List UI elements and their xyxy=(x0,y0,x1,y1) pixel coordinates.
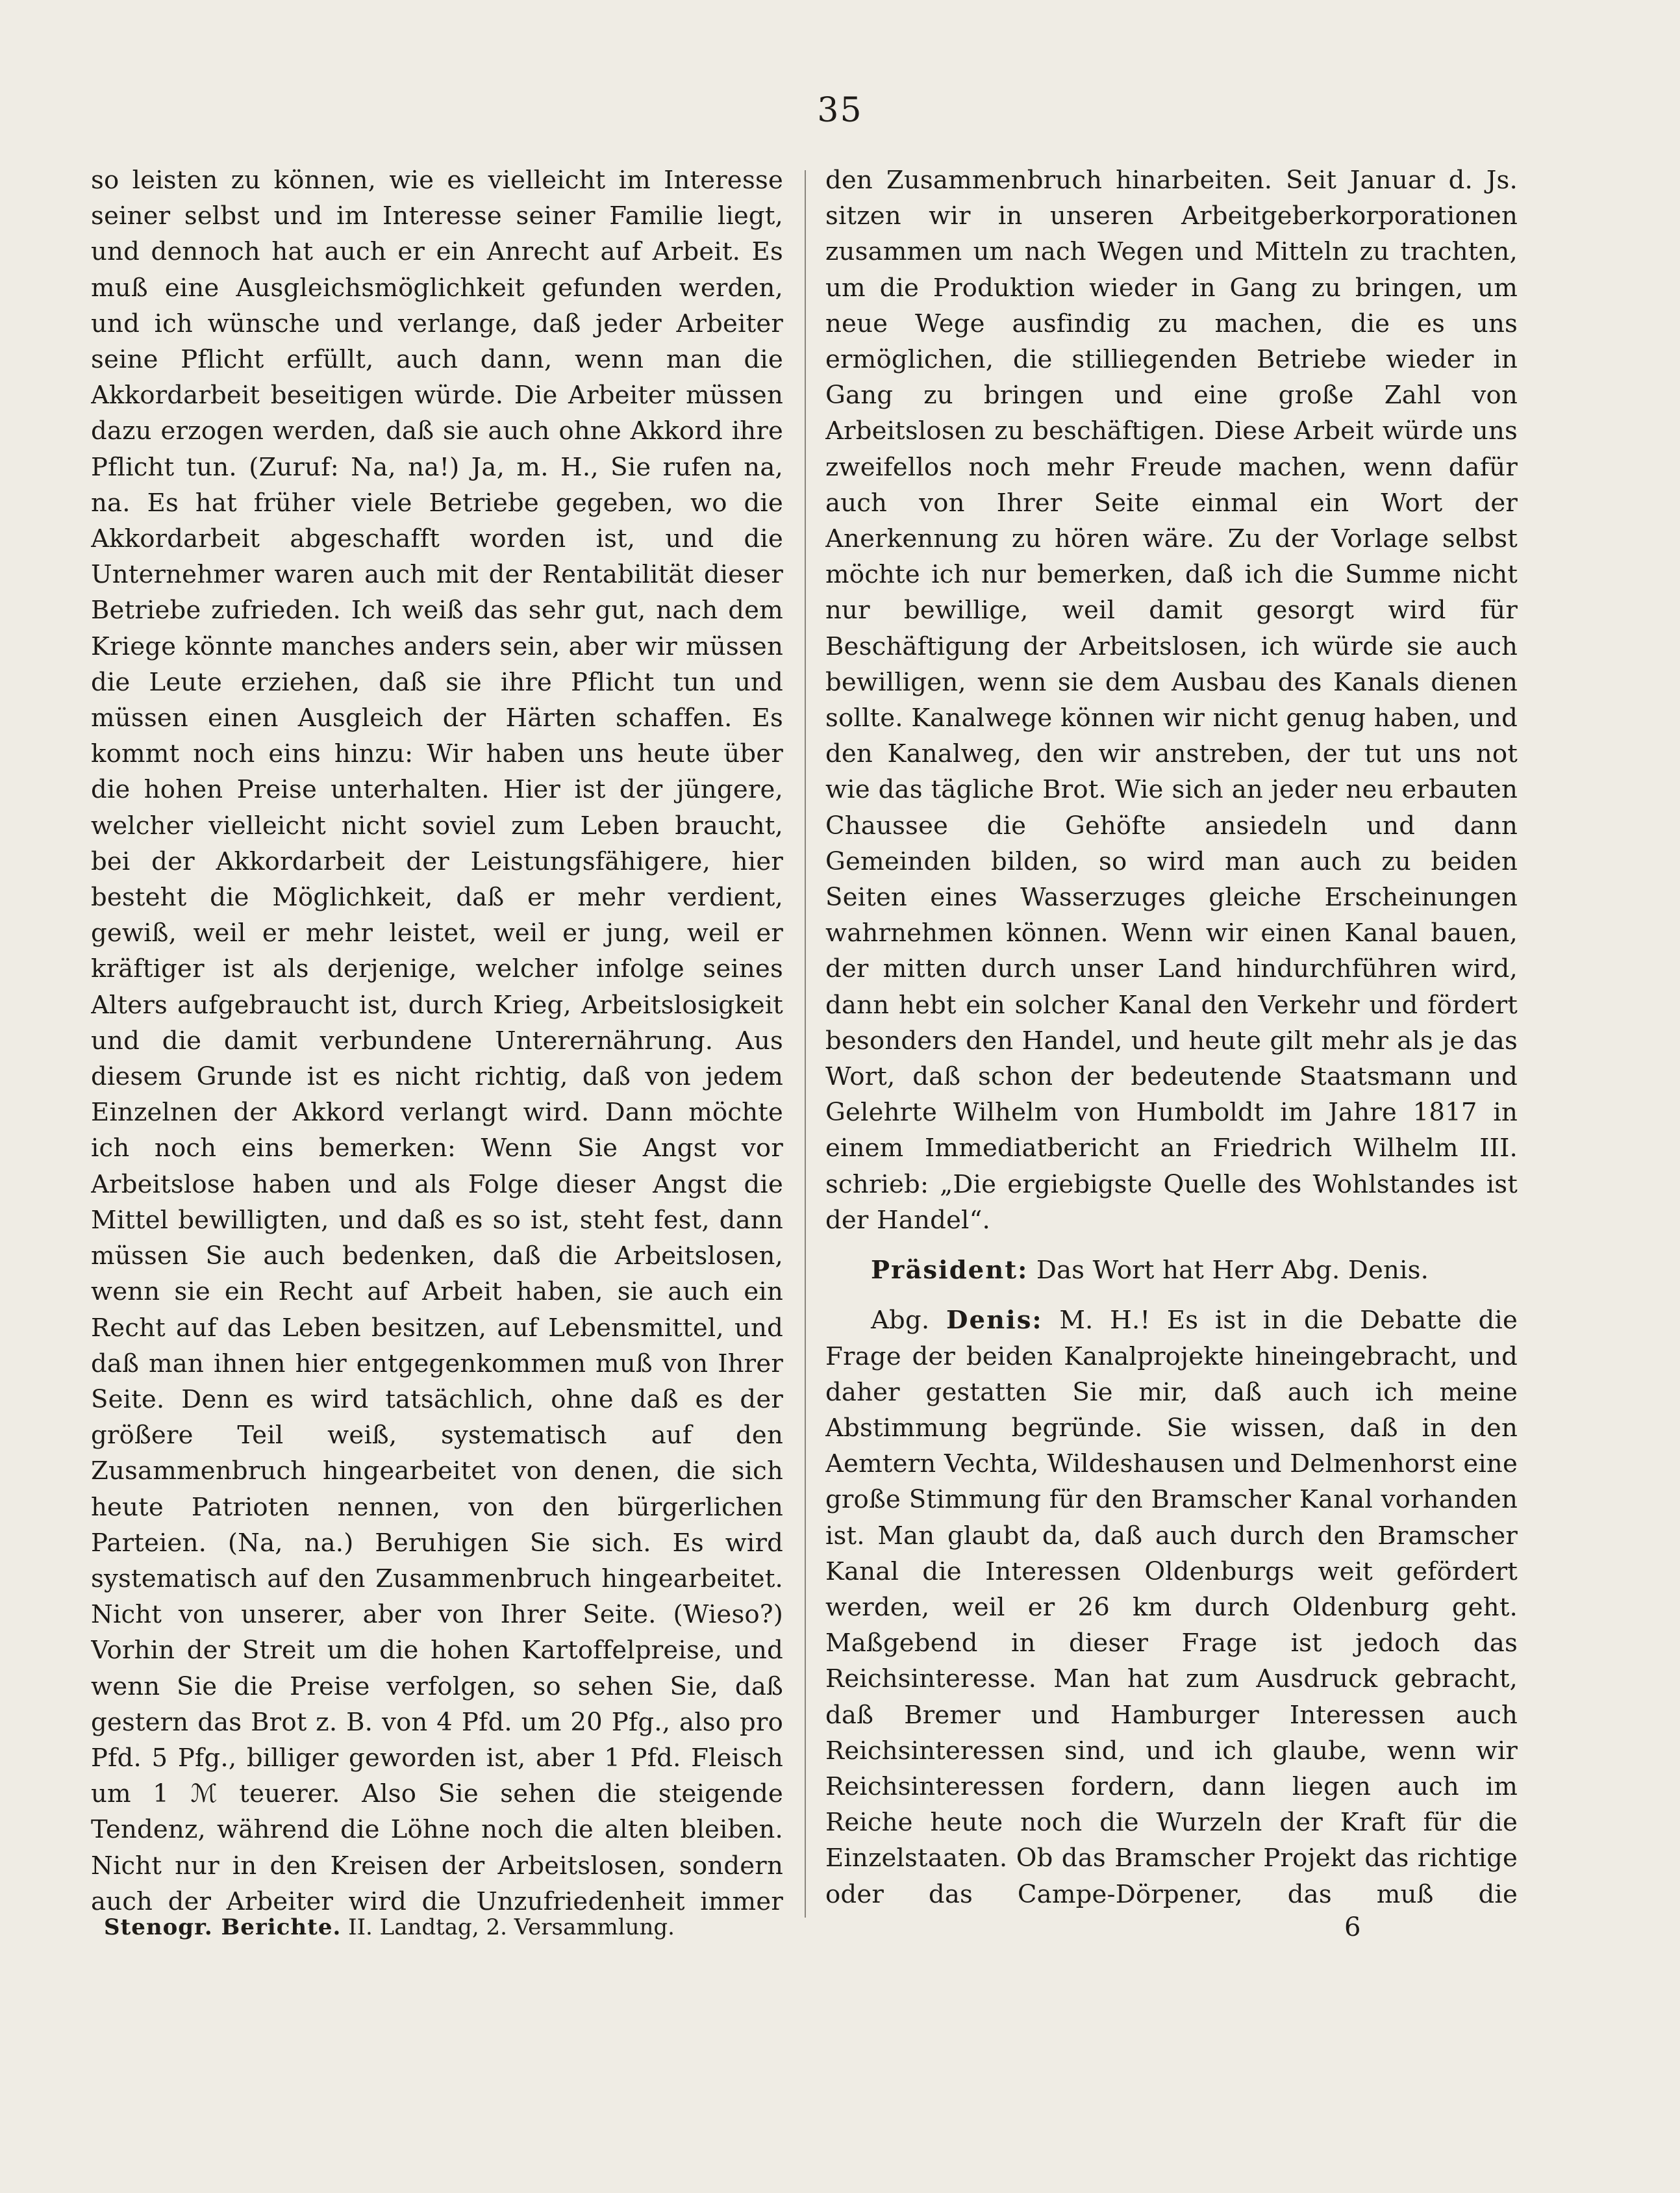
speaker-prefix: Abg. xyxy=(871,1306,930,1336)
speech-text: Das Wort hat Herr Abg. Denis. xyxy=(1036,1256,1429,1286)
left-column xyxy=(91,162,783,1916)
page-number: 35 xyxy=(817,91,863,130)
paragraph: so leisten zu können, wie es vielleicht im Interesse seiner selbst und im Interesse seiner Familie liegt, und dennoch hat auch er ein Anrecht auf Arbeit. Es muß eine Ausgleichsmöglichkeit gefunden werden, und ich wünsche und verlange, daß jeder Arbeiter seine Pflicht erfüllt, auch dann, wenn man die Akkordarbeit beseitigen würde. Die Arbeiter müssen dazu erzogen werden, daß sie auch ohne Akkord ihre Pflicht tun. (Zuruf: Na, na!) Ja, m. H., Sie rufen na, na. Es hat früher viele Betriebe gegeben, wo die Akkordarbeit abgeschafft worden ist, und die Unternehmer waren auch mit der Rentabilität dieser Betriebe zufrieden. Ich weiß das sehr gut, nach dem Kriege könnte manches anders sein, aber wir müssen die Leute erziehen, daß sie ihre Pflicht tun und müssen einen Ausgleich der Härten schaffen. Es kommt noch eins hinzu: Wir haben uns heute über die hohen Preise unterhalten. Hier ist der jüngere, welcher vielleicht nicht soviel zum Leben braucht, bei der Akkordarbeit der Leistungsfähigere, hier besteht die Möglichkeit, daß er mehr verdient, gewiß, weil er mehr leistet, weil er jung, weil er kräftiger ist als derjenige, welcher infolge seines Alters aufgebraucht ist, durch Krieg, Arbeitslosigkeit und die damit verbundene Unterernährung. Aus diesem Grunde ist es nicht richtig, daß von jedem Einzelnen der Akkord verlangt wird. Dann möchte ich noch eins bemerken: Wenn Sie Angst vor Arbeitslose haben und als Folge dieser Angst die Mittel bewilligten, und daß es so ist, steht fest, dann müssen Sie auch bedenken, daß die Arbeitslosen, wenn sie ein Recht auf Arbeit haben, sie auch ein Recht auf das Leben besitzen, auf Lebensmittel, und daß man ihnen hier entgegenkommen muß von Ihrer Seite. Denn es wird tatsächlich, ohne daß es der größere Teil weiß, systematisch auf den Zusammenbruch hingearbeitet von denen, die sich heute Patrioten nennen, von den bürgerlichen Parteien. (Na, na.) Beruhigen Sie sich. Es wird systematisch auf den Zusammenbruch hingearbeitet. Nicht von unserer, aber von Ihrer Seite. (Wieso?) Vorhin der Streit um die hohen Kartoffelpreise, und wenn Sie die Preise verfolgen, so sehen Sie, daß gestern das Brot z. B. von 4 Pfd. um 20 Pfg., also pro Pfd. 5 Pfg., billiger geworden ist, aber 1 Pfd. Fleisch um 1 ℳ teuerer. Also Sie sehen die steigende Tendenz, während die Löhne noch die alten bleiben. Nicht nur in den Kreisen der Arbeitslosen, sondern auch der Arbeiter wird die Unzufriedenheit immer xyxy=(91,166,783,1916)
signature-mark: 6 xyxy=(1344,1912,1361,1942)
speech-denis xyxy=(825,1302,1518,1916)
speech-text: M. H.! Es ist in die Debatte die Frage der beiden Kanalprojekte hineingebracht, und daher gestatten Sie mir, daß auch ich meine Abstimmung begründe. Sie wissen, daß in den Aemtern Vechta, Wildeshausen und Delmenhorst eine große Stimmung für den Bramscher Kanal vorhanden ist. Man glaubt da, daß auch durch den Bramscher Kanal die Interessen Oldenburgs weit gefördert werden, weil er 26 km durch Oldenburg geht. Maßgebend in dieser Frage ist jedoch das Reichsinteresse. Man hat zum Ausdruck gebracht, daß Bremer und Hamburger Interessen auch Reichsinteressen sind, und ich glaube, wenn wir Reichsinteressen fordern, dann liegen auch im Reiche heute noch die Wurzeln der Kraft für die Einzelstaaten. Ob das Bramscher Projekt das richtige oder das Campe-Dörpener, das muß die xyxy=(825,1306,1518,1909)
speaker-name: Präsident: xyxy=(871,1256,1029,1286)
right-column xyxy=(825,162,1518,1916)
footer-title: Stenogr. Berichte. xyxy=(104,1914,342,1940)
footer-session: II. Landtag, 2. Versammlung. xyxy=(348,1914,675,1940)
speech-president xyxy=(825,1252,1518,1288)
column-divider xyxy=(805,170,806,1918)
paragraph: den Zusammenbruch hinarbeiten. Seit Januar d. Js. sitzen wir in unseren Arbeitgeberkorporationen zusammen um nach Wegen und Mitteln zu trachten, um die Produktion wieder in Gang zu bringen, um neue Wege ausfindig zu machen, die es uns ermöglichen, die stilliegenden Betriebe wieder in Gang zu bringen und eine große Zahl von Arbeitslosen zu beschäftigen. Diese Arbeit würde uns zweifellos noch mehr Freude machen, wenn dafür auch von Ihrer Seite einmal ein Wort der Anerkennung zu hören wäre. Zu der Vorlage selbst möchte ich nur bemerken, daß ich die Summe nicht nur bewillige, weil damit gesorgt wird für Beschäftigung der Arbeitslosen, ich würde sie auch bewilligen, wenn sie dem Ausbau des Kanals dienen sollte. Kanalwege können wir nicht genug haben, und den Kanalweg, den wir anstreben, der tut uns not wie das tägliche Brot. Wie sich an jeder neu erbauten Chaussee die Gehöfte ansiedeln und dann Gemeinden bilden, so wird man auch zu beiden Seiten eines Wasserzuges gleiche Erscheinungen wahrnehmen können. Wenn wir einen Kanal bauen, der mitten durch unser Land hindurchführen wird, dann hebt ein solcher Kanal den Verkehr und fördert besonders den Handel, und heute gilt mehr als je das Wort, daß schon der bedeutende Staatsmann und Gelehrte Wilhelm von Humboldt im Jahre 1817 in einem Immediatbericht an Friedrich Wilhelm III. schrieb: „Die ergiebigste Quelle des Wohlstandes ist der Handel“. xyxy=(825,166,1518,1235)
footer-imprint xyxy=(104,1913,675,1942)
speaker-name: Denis: xyxy=(946,1306,1043,1336)
